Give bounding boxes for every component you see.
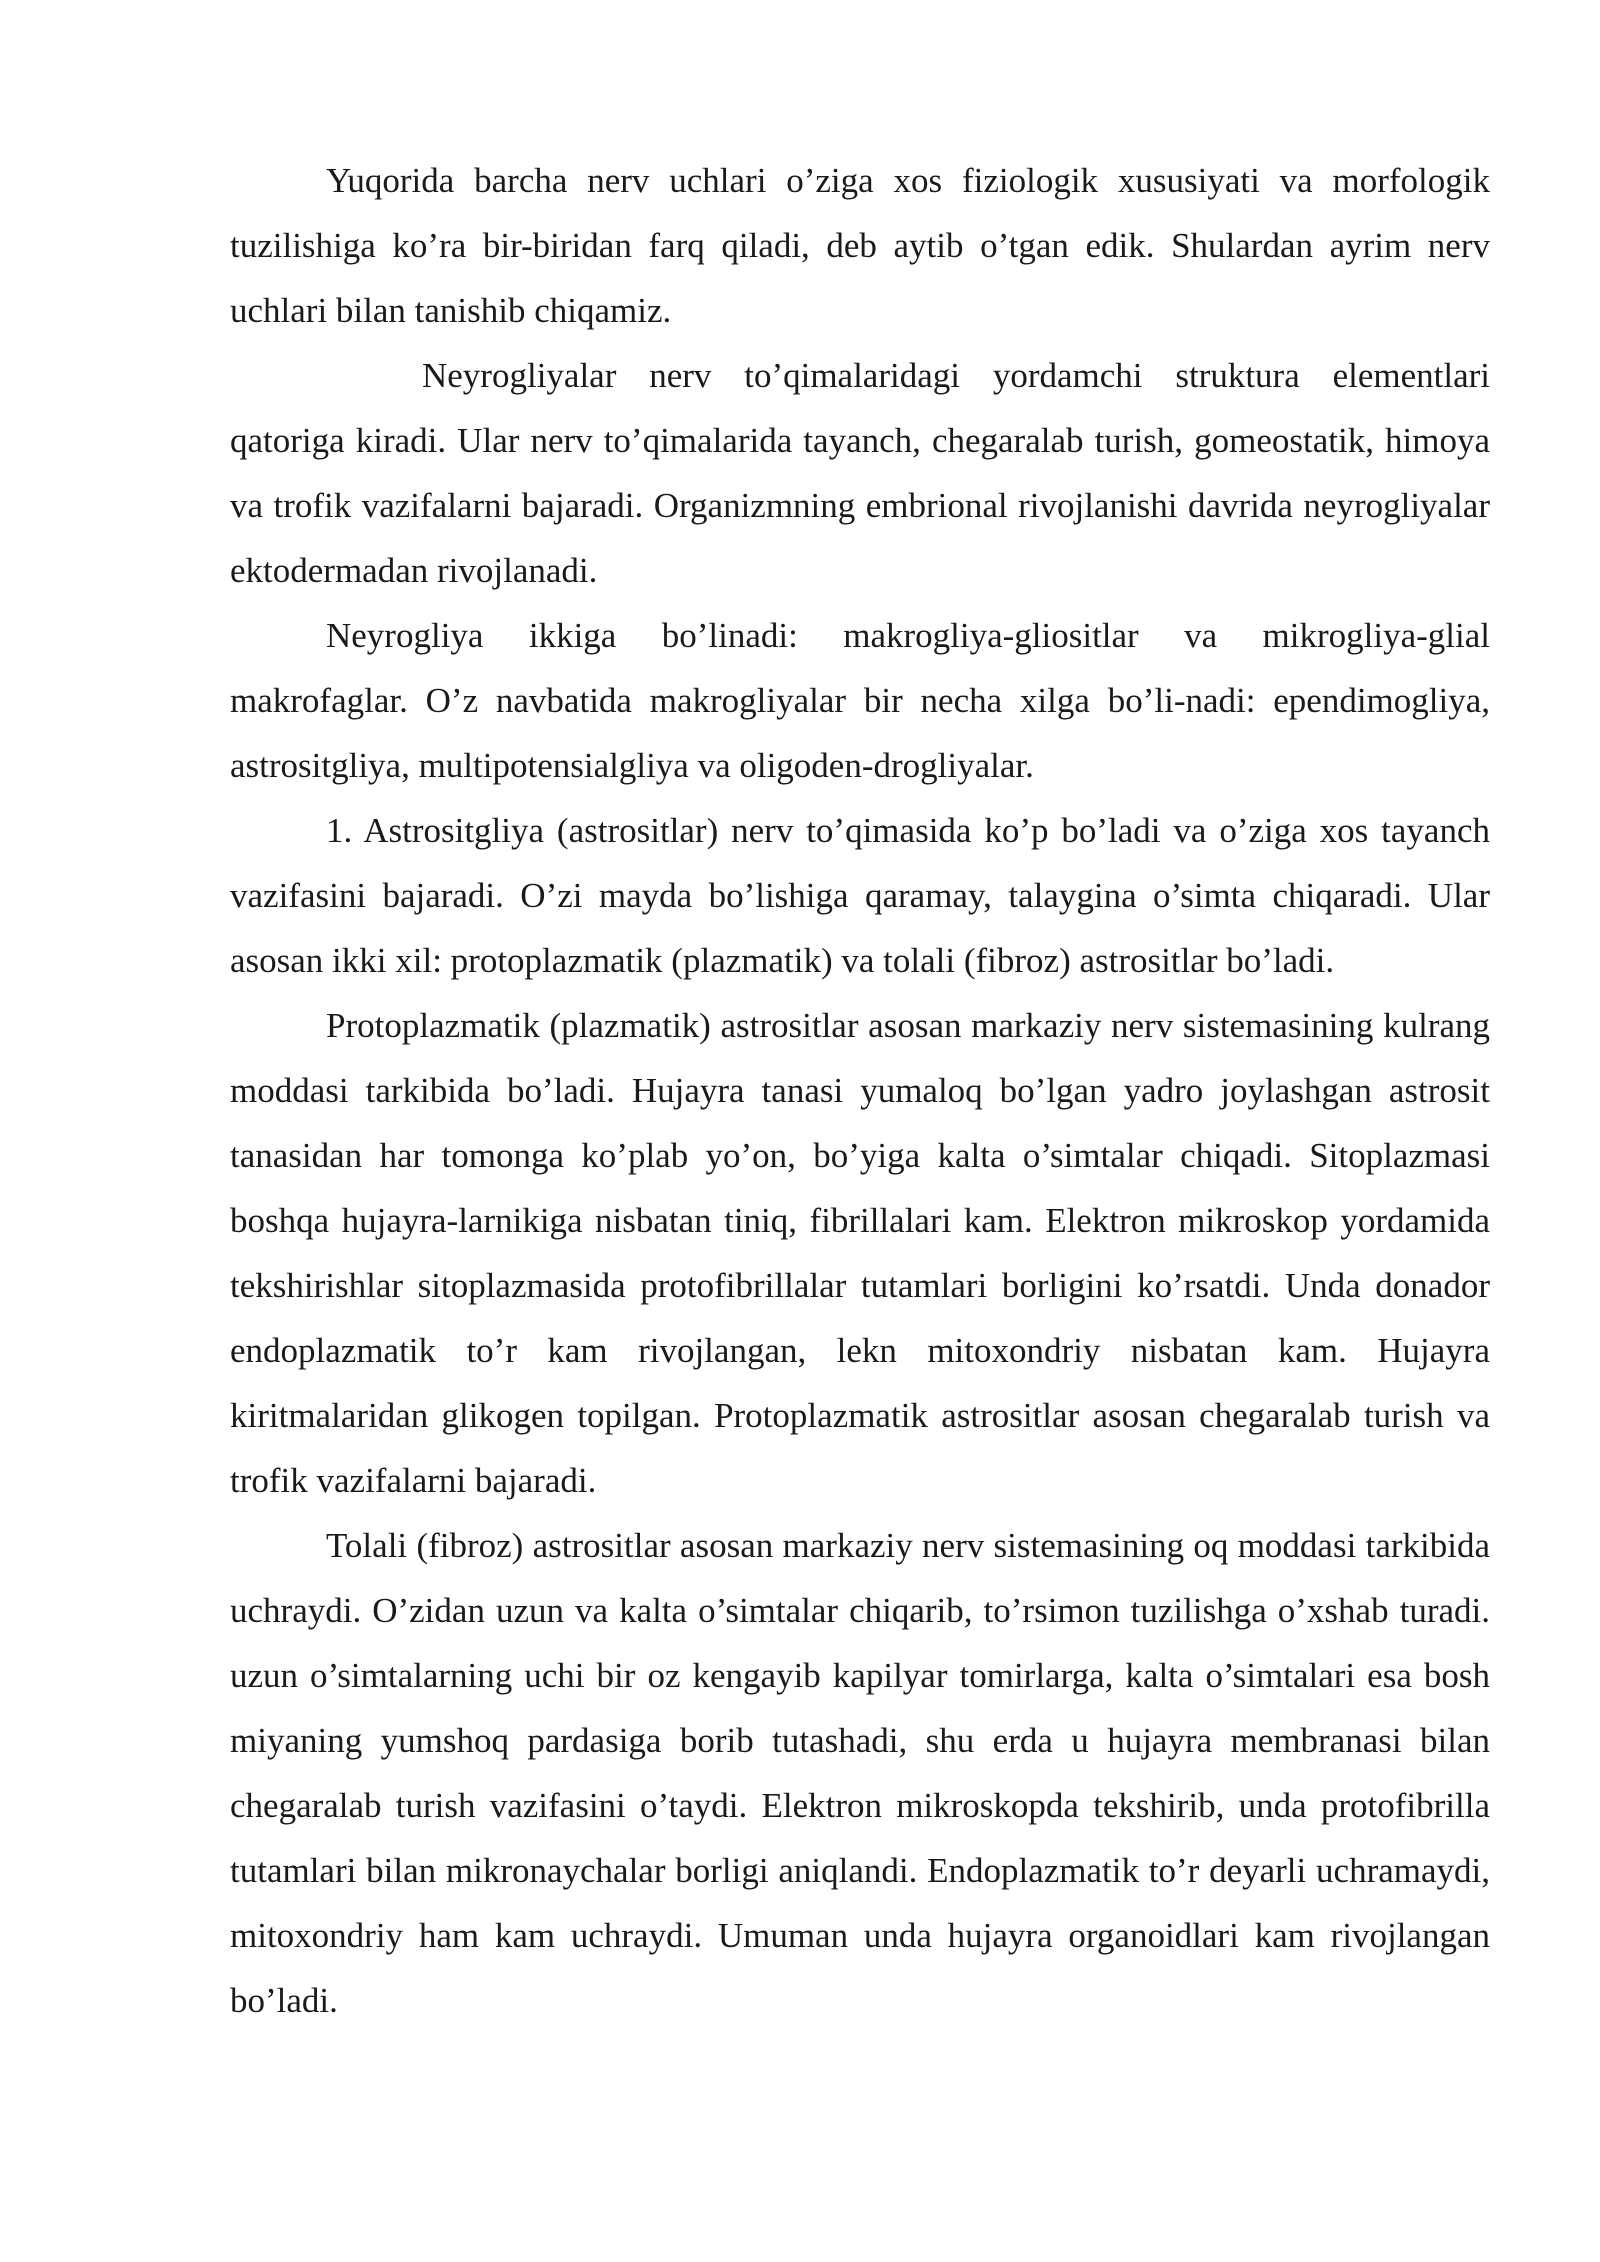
paragraph-protoplazmatik: Protoplazmatik (plazmatik) astrositlar asosan markaziy nerv sistemasining kulrang moddasi tarkibida bo’ladi. Hujayra tanasi yumaloq bo’lgan yadro joylashgan astrosit tanasidan har tomonga ko’plab yo’on, bo’yiga kalta o’simtalar chiqadi. Sitoplazmasi boshqa hujayra-larnikiga nisbatan tiniq, fibrillalari kam. Elektron mikroskop yordamida tekshirishlar sitoplazmasida protofibrillalar tutamlari borligini ko’rsatdi. Unda donador endoplazmatik to’r kam rivojlangan, lekn mitoxondriy nisbatan kam. Hujayra kiritmalaridan glikogen topilgan. Protoplazmatik astrositlar asosan chegaralab turish va trofik vazifalarni bajaradi. bbox=[230, 1006, 1490, 1500]
paragraph-intro: Yuqorida barcha nerv uchlari o’ziga xos fiziologik xususiyati va morfologik tuzilishiga ko’ra bir-biridan farq qiladi, deb aytib o’tgan edik. Shulardan ayrim nerv uchlari bilan tanishib chiqamiz. bbox=[230, 161, 1490, 330]
paragraph-neyrogliya-types: Neyrogliya ikkiga bo’linadi: makrogliya-gliositlar va mikrogliya-glial makrofaglar. O’z navbatida makrogliyalar bir necha xilga bo’li-nadi: ependimogliya, astrositgliya, multipotensialgliya va oligoden-drogliyalar. bbox=[230, 616, 1490, 785]
document-body bbox=[230, 148, 1490, 2033]
paragraph-neyrogliyalar: Neyrogliyalar nerv to’qimalaridagi yordamchi struktura elementlari qatoriga kiradi. Ular nerv to’qimalarida tayanch, chegaralab turish, gomeostatik, himoya va trofik vazifalarni bajaradi. Organizmning embrional rivojlanishi davrida neyrogliyalar ektodermadan rivojlanadi. bbox=[230, 356, 1490, 590]
paragraph-astrositgliya: 1. Astrositgliya (astrositlar) nerv to’qimasida ko’p bo’ladi va o’ziga xos tayanch vazifasini bajaradi. O’zi mayda bo’lishiga qaramay, talaygina o’simta chiqaradi. Ular asosan ikki xil: protoplazmatik (plazmatik) va tolali (fibroz) astrositlar bo’ladi. bbox=[230, 811, 1490, 980]
paragraph-tolali: Tolali (fibroz) astrositlar asosan markaziy nerv sistemasining oq moddasi tarkibida uchraydi. O’zidan uzun va kalta o’simtalar chiqarib, to’rsimon tuzilishga o’xshab turadi. uzun o’simtalarning uchi bir oz kengayib kapilyar tomirlarga, kalta o’simtalari esa bosh miyaning yumshoq pardasiga borib tutashadi, shu erda u hujayra membranasi bilan chegaralab turish vazifasini o’taydi. Elektron mikroskopda tekshirib, unda protofibrilla tutamlari bilan mikronaychalar borligi aniqlandi. Endoplazmatik to’r deyarli uchramaydi, mitoxondriy ham kam uchraydi. Umuman unda hujayra organoidlari kam rivojlangan bo’ladi. bbox=[230, 1526, 1490, 2020]
